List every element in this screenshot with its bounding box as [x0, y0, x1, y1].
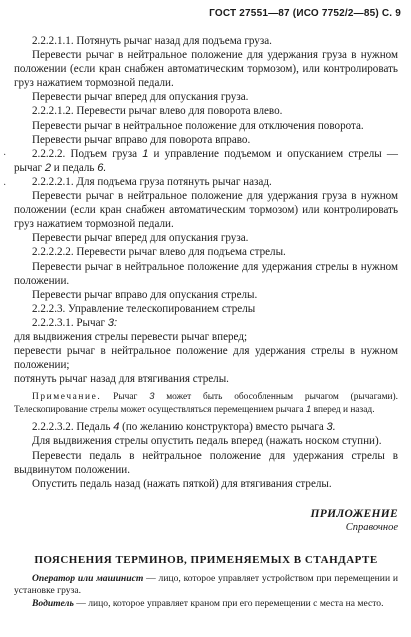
paragraph-text: 2.2.2.2. Подъем груза [32, 147, 137, 160]
paragraph: Перевести рычаг в нейтральное положение для удержания груза в нужном положении (если кран снабжен автоматическим тормозом), или контролировать груз нажатием тормозной педали. [14, 49, 398, 90]
paragraph [14, 316, 398, 330]
paragraph: Перевести рычаг в нейтральное положение для отключения поворота. [32, 119, 364, 132]
ref-number: 6. [97, 161, 107, 174]
paragraph: Перевести рычаг вправо для опускания стрелы. [32, 288, 258, 301]
paragraph: Для выдвижения стрелы опустить педаль вперед (нажать носком ступни). [32, 435, 382, 448]
document-body [14, 34, 398, 610]
paragraph: 2.2.2.1.1. Потянуть рычаг назад для подъема груза. [32, 35, 272, 47]
appendix-subtitle: Справочное [345, 521, 398, 533]
ref-number: 3. [326, 421, 336, 434]
term-name: Оператор или машинист [32, 573, 144, 585]
paragraph-text: 2.2.2.3.2. Педаль [32, 421, 111, 434]
paragraph-text: и педаль [53, 161, 95, 174]
paragraph: Перевести рычаг вперед для опускания груза. [32, 232, 249, 245]
paragraph: 2.2.2.2.1. Для подъема груза потянуть рычаг назад. [32, 175, 272, 188]
ref-number: 2 [44, 161, 52, 174]
margin-mark-icon: · [3, 180, 7, 191]
appendix-title: ПРИЛОЖЕНИЕ [310, 507, 398, 520]
ref-number: 3: [107, 316, 118, 329]
ref-number: 1 [142, 147, 149, 160]
paragraph-text: (по желанию конструктора) вместо рычага [122, 421, 324, 434]
note-text: может быть обособленным рычагом (рычагами). Телескопирование стрелы может осуществляться перемещением рычага [14, 392, 399, 416]
term-text: — лицо, которое управляет устройством при перемещении и установке груза. [14, 573, 399, 597]
paragraph: 2.2.2.2.2. Перевести рычаг влево для подъема стрелы. [32, 246, 286, 259]
paragraph: Перевести рычаг в нейтральное положение для удержания груза в нужном положении (если кран снабжен автоматическим тормозом) или контролировать груз нажатием тормозной педали. [14, 190, 398, 231]
paragraph: потянуть рычаг назад для втягивания стрелы. [14, 373, 229, 386]
paragraph: Перевести рычаг вправо для поворота вправо. [32, 133, 251, 146]
paragraph: Перевести рычаг вперед для опускания груза. [32, 91, 249, 104]
note-label: Примечание. [32, 392, 102, 403]
paragraph-text: и управление подъемом и опусканием стрелы — рычаг [14, 147, 398, 174]
paragraph [14, 420, 398, 434]
ref-number: 3 [149, 390, 155, 402]
paragraph: 2.2.2.3. Управление телескопированием стрелы [32, 302, 256, 315]
term-text: — лицо, которое управляет краном при его перемещении с места на место. [76, 597, 384, 609]
paragraph-text: 2.2.2.3.1. Рычаг [32, 316, 106, 329]
section-title: ПОЯСНЕНИЯ ТЕРМИНОВ, ПРИМЕНЯЕМЫХ В СТАНДАРТЕ [34, 554, 378, 566]
term-name: Водитель [32, 597, 74, 609]
paragraph: для выдвижения стрелы перевести рычаг вперед; [14, 330, 248, 343]
ref-number: 1 [306, 403, 312, 415]
paragraph: перевести рычаг в нейтральное положение для удержания стрелы в нужном положении; [14, 345, 398, 372]
paragraph: 2.2.2.1.2. Перевести рычаг влево для поворота влево. [32, 105, 283, 118]
margin-mark-icon: · [3, 150, 7, 161]
paragraph: Перевести рычаг в нейтральное положение для удержания стрелы в нужном положении. [14, 260, 398, 287]
note [14, 390, 398, 416]
note-text: вперед и назад. [313, 405, 375, 416]
term-definition [14, 598, 398, 610]
ref-number: 4 [113, 421, 120, 434]
page-header: ГОСТ 27551—87 (ИСО 7752/2—85) С. 9 [209, 8, 401, 19]
note-text: Рычаг [113, 392, 138, 403]
paragraph [14, 147, 398, 175]
term-definition [14, 573, 398, 597]
paragraph: Опустить педаль назад (нажать пяткой) для втягивания стрелы. [32, 477, 332, 490]
paragraph: Перевести педаль в нейтральное положение для удержания стрелы в выдвинутом положении. [14, 449, 398, 476]
